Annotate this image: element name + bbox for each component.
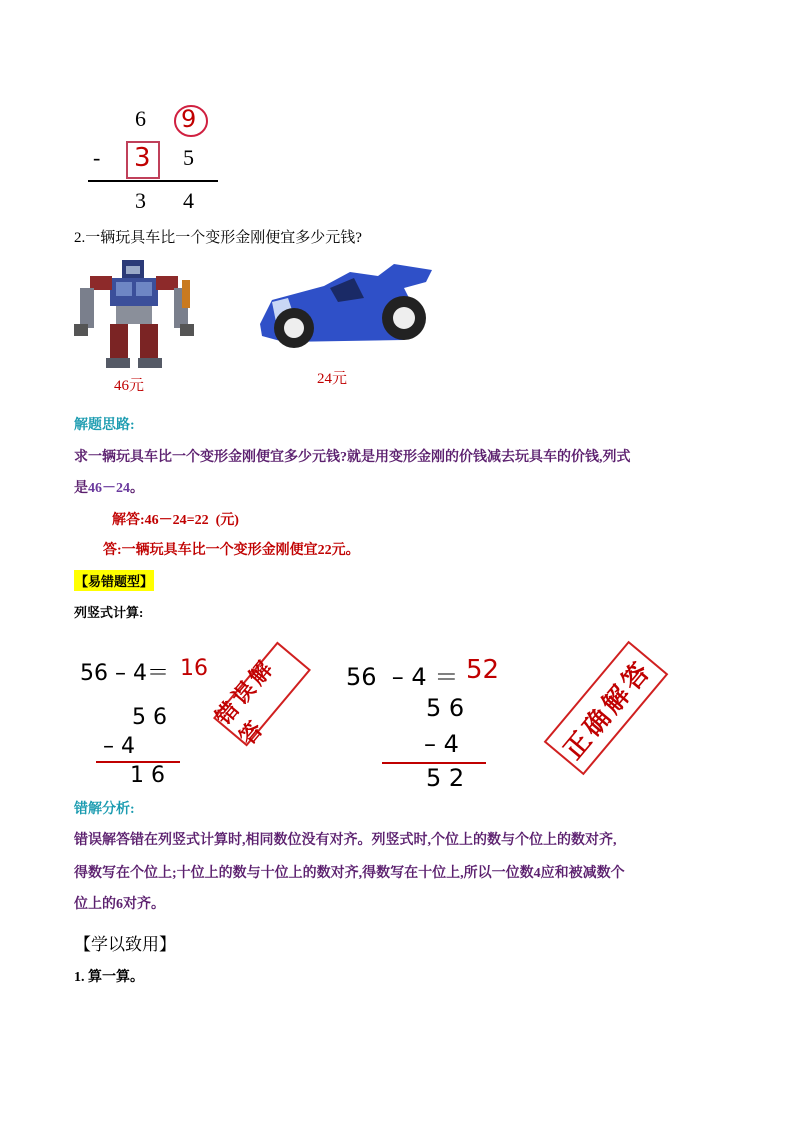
- minuend-ones-circled: 9: [181, 105, 197, 133]
- analysis-line2: 得数写在个位上;十位上的数与十位上的数对齐,得数写在十位上,所以一位数4应和被减数个: [74, 866, 625, 881]
- wrong-answer-stamp: 错误解答: [213, 642, 311, 747]
- answer-calculation: 解答:46－24=22 (元): [112, 513, 239, 528]
- wrong-equation: 56 – 4＝: [80, 661, 169, 686]
- answer-statement: 答:一辆玩具车比一个变形金刚便宜22元。: [103, 543, 360, 558]
- right-equation: 56 – 4 ＝: [346, 663, 459, 691]
- error-section-tag: 【易错题型】: [74, 570, 154, 591]
- right-answer-stamp: 正确解答: [544, 641, 669, 776]
- analysis-line1: 错误解答错在列竖式计算时,相同数位没有对齐。列竖式时,个位上的数与个位上的数对齐,: [74, 833, 617, 848]
- car-price: 24元: [317, 371, 348, 387]
- solution-line1: 求一辆玩具车比一个变形金刚便宜多少元钱?就是用变形金刚的价钱减去玩具车的价钱,列式: [74, 450, 631, 465]
- wrong-result: 1 6: [130, 763, 165, 788]
- practice-heading: 【学以致用】: [74, 935, 176, 954]
- robot-image: [70, 258, 200, 370]
- sum-line: [88, 180, 218, 182]
- result-tens: 3: [135, 188, 146, 213]
- question-2: 2.一辆玩具车比一个变形金刚便宜多少元钱?: [74, 230, 362, 246]
- right-top-number: 5 6: [426, 694, 465, 722]
- right-subtrahend: – 4: [424, 730, 459, 758]
- toy-car-image: [254, 262, 434, 354]
- solution-line2-suffix: 。: [130, 481, 144, 496]
- analysis-heading: 错解分析:: [74, 802, 135, 817]
- wrong-top-number: 5 6: [132, 705, 167, 730]
- robot-price: 46元: [114, 378, 145, 394]
- subtrahend-ones: 5: [183, 145, 194, 170]
- minus-sign: -: [93, 145, 101, 170]
- analysis-line3: 位上的6对齐。: [74, 897, 165, 912]
- wrong-subtrahend: – 4: [103, 734, 135, 759]
- practice-item-1: 1. 算一算。: [74, 970, 144, 985]
- wrong-answer-value: 16: [180, 656, 208, 681]
- solution-line2-prefix: 是: [74, 481, 88, 496]
- solution-line2: [74, 477, 144, 497]
- solution-heading: 解题思路:: [74, 418, 135, 433]
- right-result: 5 2: [426, 764, 465, 792]
- right-answer-value: 52: [466, 655, 500, 685]
- solution-expression: 46－24: [88, 481, 130, 496]
- minuend-tens: 6: [135, 106, 146, 131]
- result-ones: 4: [183, 188, 194, 213]
- error-instruction: 列竖式计算:: [74, 605, 144, 620]
- subtrahend-tens-boxed: 3: [134, 143, 151, 173]
